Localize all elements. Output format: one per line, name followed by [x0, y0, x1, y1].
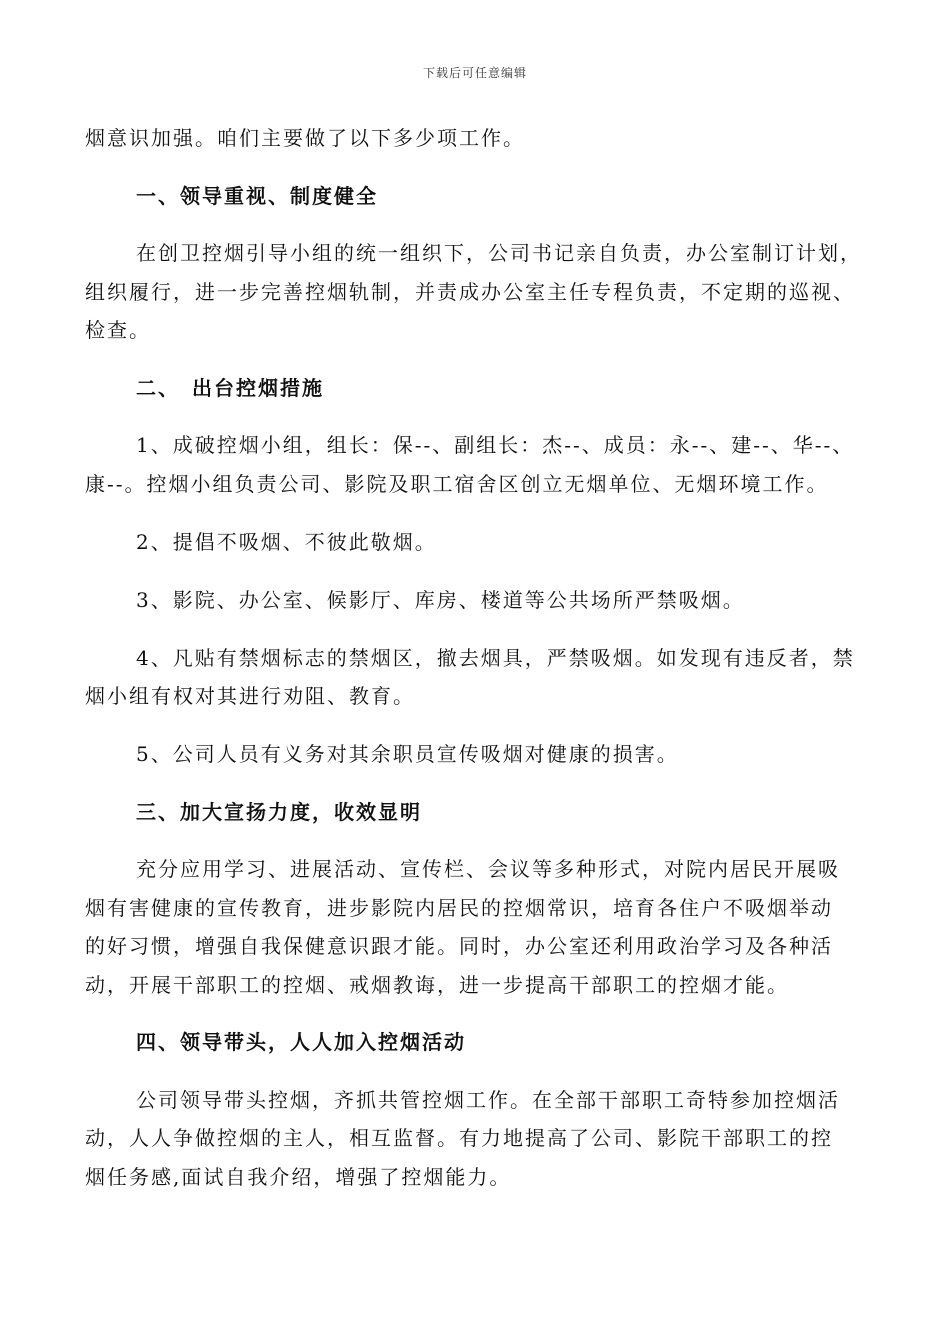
- paragraph-line: 烟意识加强。咱们主要做了以下多少项工作。: [85, 126, 525, 150]
- paragraph-line: 检查。: [85, 318, 151, 342]
- paragraph-line: 在创卫控烟引导小组的统一组织下，公司书记亲自负责，办公室制订计划，: [136, 241, 862, 265]
- list-item: 5、公司人员有义务对其余职员宣传吸烟对健康的损害。: [136, 742, 679, 766]
- paragraph-line: 烟有害健康的宣传教育，进步影院内居民的控烟常识，培育各住户不吸烟举动: [85, 896, 833, 920]
- paragraph-line: 充分应用学习、进展活动、宣传栏、会议等多种形式，对院内居民开展吸: [136, 857, 840, 881]
- list-item: 2、提倡不吸烟、不彼此敬烟。: [136, 530, 437, 554]
- paragraph-line: 烟小组有权对其进行劝阻、教育。: [85, 684, 415, 708]
- paragraph-line: 烟任务感,面试自我介绍，增强了控烟能力。: [85, 1165, 512, 1189]
- paragraph-line: 的好习惯，增强自我保健意识跟才能。同时，办公室还利用政治学习及各种活: [85, 934, 833, 958]
- paragraph-line: 动，人人争做控烟的主人，相互监督。有力地提高了公司、影院干部职工的控: [85, 1126, 833, 1150]
- paragraph-line: 康--。控烟小组负责公司、影院及职工宿舍区创立无烟单位、无烟环境工作。: [85, 472, 829, 496]
- section-heading-3: 三、加大宣扬力度，收效显明: [136, 800, 422, 824]
- section-heading-2: 二、 出台控烟措施: [136, 376, 324, 400]
- paragraph-line: 1、成破控烟小组，组长：保--、副组长：杰--、成员：永--、建--、华--、: [136, 433, 855, 457]
- paragraph-line: 公司领导带头控烟，齐抓共管控烟工作。在全部干部职工奇特参加控烟活: [136, 1088, 840, 1112]
- list-item: 3、影院、办公室、候影厅、库房、楼道等公共场所严禁吸烟。: [136, 588, 745, 612]
- section-heading-4: 四、领导带头，人人加入控烟活动: [136, 1030, 466, 1054]
- paragraph-line: 动，开展干部职工的控烟、戒烟教诲，进一步提高干部职工的控烟才能。: [85, 973, 789, 997]
- paragraph-line: 组织履行，进一步完善控烟轨制，并责成办公室主任专程负责，不定期的巡视、: [85, 280, 855, 304]
- section-heading-1: 一、领导重视、制度健全: [136, 184, 378, 208]
- list-item: 4、凡贴有禁烟标志的禁烟区，撤去烟具，严禁吸烟。如发现有违反者，禁: [136, 646, 855, 670]
- page-header: 下载后可任意编辑: [422, 66, 527, 80]
